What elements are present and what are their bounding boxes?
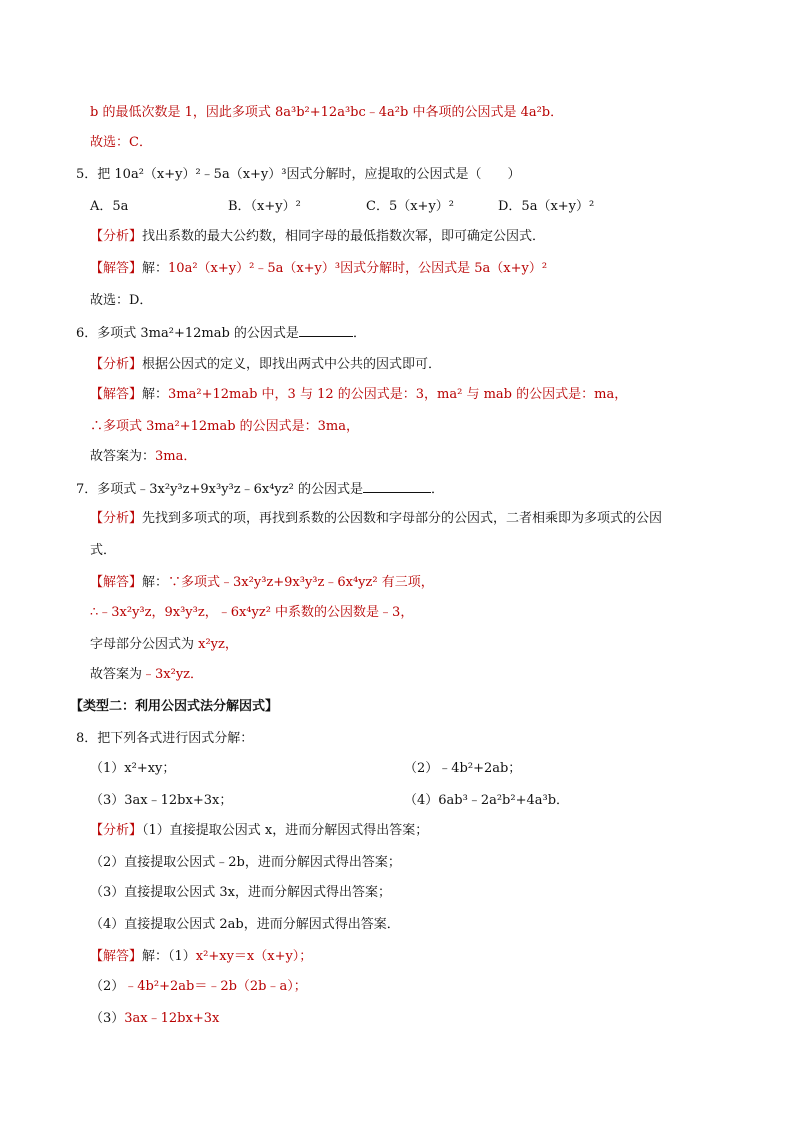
- option-c: C．5（x+y）²: [366, 199, 454, 214]
- question-5-stem: 5．把 10a²（x+y）²﹣5a（x+y）³因式分解时，应提取的公因式是（ ）: [76, 167, 521, 182]
- question-7-stem: 7．多项式﹣3x²y³z+9x³y³z﹣6x⁴yz² 的公因式是 ．: [76, 482, 444, 497]
- answer-prefix: 解：: [142, 261, 169, 276]
- select-answer: 故选：D．: [90, 293, 153, 308]
- answer-tag: 【解答】: [90, 387, 143, 402]
- analysis-text: （1）直接提取公因式 x，进而分解因式得出答案；: [142, 823, 429, 838]
- analysis-text-cont: 式．: [90, 543, 117, 558]
- analysis-tag: 【分析】: [90, 511, 143, 526]
- answer-text: ∴﹣3x²y³z，9x³y³z，﹣6x⁴yz² 中系数的公因数是﹣3，: [90, 605, 414, 620]
- analysis-text: 先找到多项式的项，再找到系数的公因数和字母部分的公因式，二者相乘即为多项式的公因: [142, 511, 663, 526]
- analysis-text: 找出系数的最大公约数，相同字母的最低指数次幂，即可确定公因式．: [142, 229, 546, 244]
- analysis-text: （4）直接提取公因式 2ab，进而分解因式得出答案．: [90, 917, 400, 932]
- question-8-stem: 8．把下列各式进行因式分解：: [76, 731, 254, 746]
- sub-question-4: （4）6ab³﹣2a²b²+4a³b．: [404, 793, 570, 808]
- result-value: 3ma．: [155, 449, 197, 464]
- answer-row: （3）3ax﹣12bx+3x: [90, 1011, 220, 1026]
- answer-row: [90, 948, 312, 966]
- answer-tag: 【解答】: [90, 949, 143, 964]
- answer-row: [90, 260, 547, 278]
- result-row: 故答案为：3ma．: [90, 449, 197, 464]
- section-heading: 【类型二：利用公因式法分解因式】: [70, 699, 279, 714]
- analysis-row: [90, 822, 428, 840]
- option-a: A．5a: [90, 199, 129, 214]
- answer-row: [90, 386, 627, 404]
- analysis-tag: 【分析】: [90, 229, 143, 244]
- answer-text: 3ma²+12mab 中，3 与 12 的公因式是：3，ma² 与 mab 的公因式是：ma，: [168, 387, 628, 402]
- analysis-tag: 【分析】: [90, 823, 143, 838]
- answer-row: （2）﹣4b²+2ab＝﹣2b（2b﹣a）；: [90, 979, 307, 994]
- analysis-row: [90, 510, 662, 528]
- answer-therefore: ∴多项式 3ma²+12mab 的公因式是：3ma，: [90, 419, 360, 434]
- analysis-row: [90, 228, 545, 246]
- question-6-stem: 6．多项式 3ma²+12mab 的公因式是 ．: [76, 326, 366, 341]
- answer-text: 3ax﹣12bx+3x: [124, 1011, 220, 1026]
- analysis-text: （2）直接提取公因式﹣2b，进而分解因式得出答案；: [90, 855, 401, 870]
- sub-question-3: （3）3ax﹣12bx+3x；: [90, 793, 233, 808]
- analysis-tag: 【分析】: [90, 357, 143, 372]
- analysis-text: （3）直接提取公因式 3x，进而分解因式得出答案；: [90, 885, 392, 900]
- analysis-row: [90, 356, 441, 374]
- answer-prefix: 解：: [142, 575, 169, 590]
- answer-blank: [299, 324, 353, 337]
- answer-text: ﹣4b²+2ab＝﹣2b（2b﹣a）；: [124, 979, 307, 994]
- answer-tag: 【解答】: [90, 575, 143, 590]
- result-row: 故答案为﹣3x²yz．: [90, 667, 204, 682]
- select-answer: 故选：C．: [90, 135, 152, 150]
- answer-text: ∵多项式﹣3x²y³z+9x³y³z﹣6x⁴yz² 有三项，: [168, 575, 434, 590]
- result-value: ﹣3x²yz．: [142, 667, 204, 682]
- answer-prefix: 解：（1）: [142, 949, 196, 964]
- sub-question-1: （1）x²+xy；: [90, 761, 176, 776]
- answer-blank: [363, 480, 431, 493]
- answer-text: x²+xy＝x（x+y）；: [195, 949, 313, 964]
- option-d: D．5a（x+y）²: [498, 199, 595, 214]
- answer-text: 10a²（x+y）²﹣5a（x+y）³因式分解时，公因式是 5a（x+y）²: [168, 261, 548, 276]
- analysis-text: 根据公因式的定义，即找出两式中公共的因式即可．: [142, 357, 442, 372]
- answer-tag: 【解答】: [90, 261, 143, 276]
- answer-letter-part: 字母部分公因式为 x²yz，: [90, 637, 238, 652]
- sub-question-2: （2）﹣4b²+2ab；: [404, 761, 522, 776]
- answer-row: [90, 574, 434, 592]
- answer-prefix: 解：: [142, 387, 169, 402]
- option-b: B．（x+y）²: [228, 199, 301, 214]
- solution-line: b 的最低次数是 1，因此多项式 8a³b²+12a³bc﹣4a²b 中各项的公因式是 4a²b．: [90, 105, 564, 120]
